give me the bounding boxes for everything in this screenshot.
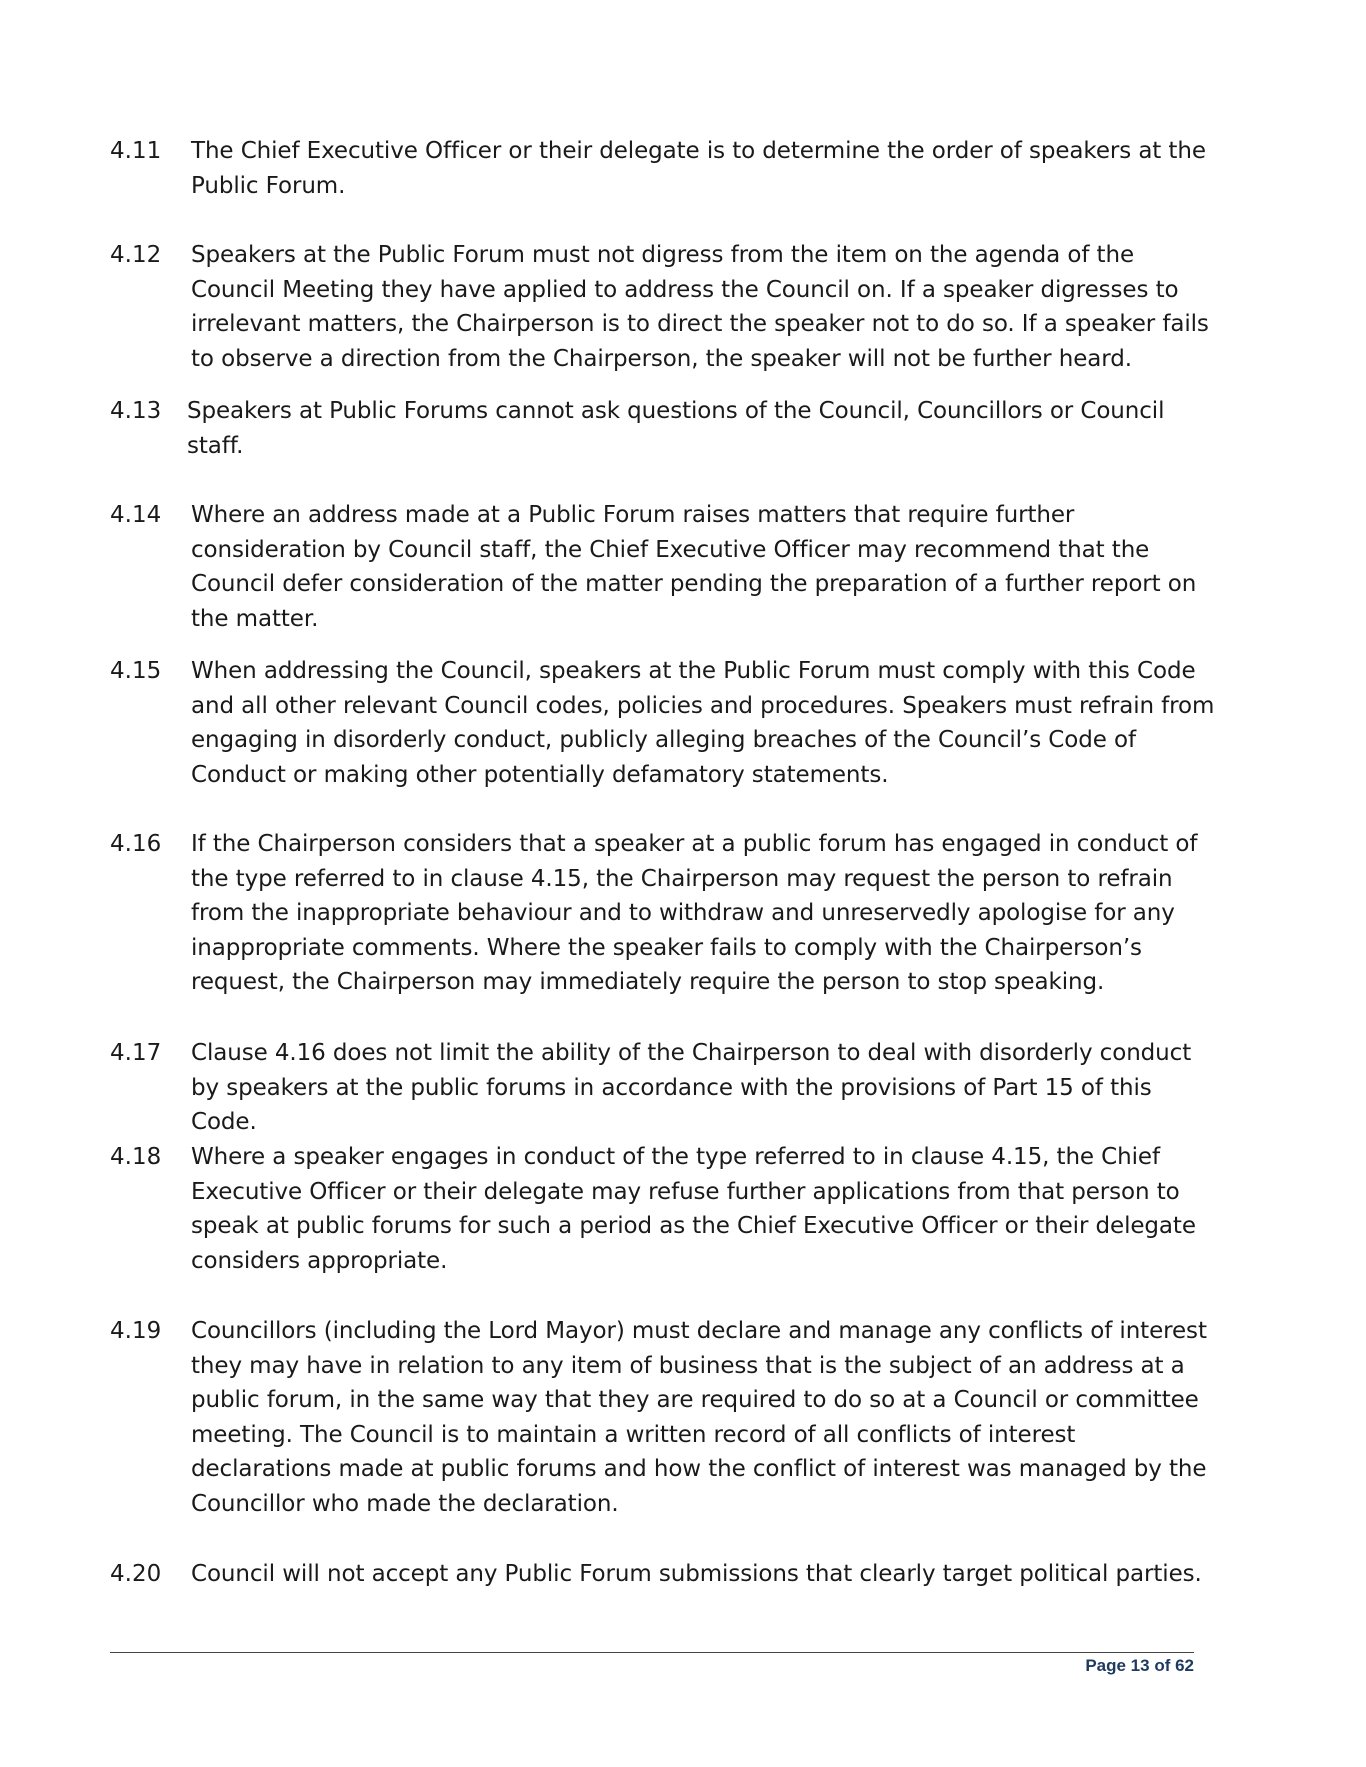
- clause-text: If the Chairperson considers that a speaker at a public forum has engaged in conduct of the type referred to in clause 4.15, the Chairperson may request the person to refrain from the inappropriate behaviour and to withdraw and unreservedly apologise for any inappropriate comments. Where the speaker fails to comply with the Chairperson’s request, the Chairperson may immediately require the person to stop speaking.: [191, 831, 1198, 995]
- clause-number: 4.17: [110, 1040, 162, 1066]
- clause-4-12: [110, 238, 1220, 376]
- clause-text: Council will not accept any Public Forum submissions that clearly target political parties.: [191, 1561, 1202, 1587]
- clause-text: Speakers at the Public Forum must not digress from the item on the agenda of the Council Meeting they have applied to address the Council on. If a speaker digresses to irrelevant matters, the Chairperson is to direct the speaker not to do so. If a speaker fails to observe a direction from the Chairperson, the speaker will not be further heard.: [191, 242, 1209, 372]
- clause-text: Speakers at Public Forums cannot ask questions of the Council, Councillors or Council staff.: [187, 398, 1165, 459]
- clause-number: 4.18: [110, 1144, 162, 1170]
- clause-text: The Chief Executive Officer or their delegate is to determine the order of speakers at the Public Forum.: [191, 138, 1206, 199]
- clause-text: When addressing the Council, speakers at the Public Forum must comply with this Code and all other relevant Council codes, policies and procedures. Speakers must refrain from engaging in disorderly conduct, publicly alleging breaches of the Council’s Code of Conduct or making other potentially defamatory statements.: [191, 658, 1215, 788]
- clause-number: 4.15: [110, 658, 162, 684]
- clause-4-20: [110, 1557, 1220, 1592]
- clause-4-17: [110, 1036, 1220, 1140]
- clause-4-18: [110, 1140, 1220, 1278]
- clause-4-19: [110, 1314, 1220, 1521]
- clause-text: Where an address made at a Public Forum raises matters that require further consideration by Council staff, the Chief Executive Officer may recommend that the Council defer consideration of the matter pending the preparation of a further report on the matter.: [191, 502, 1197, 632]
- clause-text: Clause 4.16 does not limit the ability of the Chairperson to deal with disorderly conduct by speakers at the public forums in accordance with the provisions of Part 15 of this Code.: [191, 1040, 1192, 1135]
- clause-number: 4.12: [110, 242, 162, 268]
- clause-4-15: [110, 654, 1220, 792]
- clause-number: 4.19: [110, 1318, 162, 1344]
- clause-text: Councillors (including the Lord Mayor) must declare and manage any conflicts of interest they may have in relation to any item of business that is the subject of an address at a public forum, in the same way that they are required to do so at a Council or committee meeting. The Council is to maintain a written record of all conflicts of interest declarations made at public forums and how the conflict of interest was managed by the Councillor who made the declaration.: [191, 1318, 1207, 1517]
- clause-4-11: [110, 134, 1220, 203]
- clause-number: 4.20: [110, 1561, 162, 1587]
- footer-divider: [110, 1652, 1194, 1653]
- page-number: Page 13 of 62: [1085, 1656, 1194, 1675]
- clause-number: 4.16: [110, 831, 162, 857]
- clause-4-14: [110, 498, 1220, 636]
- clause-number: 4.11: [110, 138, 162, 164]
- clause-4-16: [110, 827, 1220, 1000]
- clause-number: 4.13: [110, 398, 162, 424]
- clause-number: 4.14: [110, 502, 162, 528]
- clause-text: Where a speaker engages in conduct of the type referred to in clause 4.15, the Chief Executive Officer or their delegate may refuse further applications from that person to speak at public forums for such a period as the Chief Executive Officer or their delegate considers appropriate.: [191, 1144, 1196, 1274]
- clause-4-13: [110, 394, 1220, 463]
